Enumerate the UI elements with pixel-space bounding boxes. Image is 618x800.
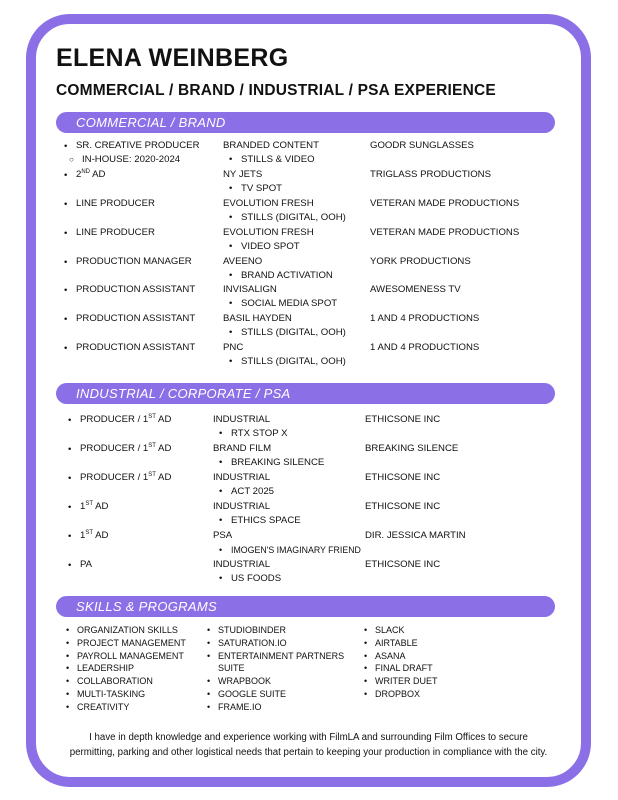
program-item: • DROPBOX [364,688,438,701]
role: • PRODUCTION ASSISTANT [64,313,195,324]
skill-item: • PAYROLL MANAGEMENT [66,650,186,663]
role: • PRODUCTION ASSISTANT [64,284,195,295]
section-banner-commercial: COMMERCIAL / BRAND [56,112,555,133]
project-detail: • IMOGEN'S IMAGINARY FRIEND [213,543,361,557]
program-item: • ASANA [364,650,438,663]
project: PSA [213,530,233,541]
project-detail: • VIDEO SPOT [223,240,314,254]
project: BRANDED CONTENT [223,140,319,151]
skill-item: • ORGANIZATION SKILLS [66,624,186,637]
company: VETERAN MADE PRODUCTIONS [370,198,520,209]
role: • 1ST AD [68,530,108,541]
program-item: • FRAME.IO [207,701,344,714]
program-item: • SLACK [364,624,438,637]
skills-column-2 [207,624,344,714]
project: INDUSTRIAL [213,414,271,425]
company: ETHICSONE INC [365,559,441,570]
role: • LINE PRODUCER [64,227,155,238]
project-detail: • STILLS (DIGITAL, OOH) [223,211,346,225]
role: • PRODUCTION MANAGER [64,256,192,267]
program-item: • GOOGLE SUITE [207,688,344,701]
project-detail: • US FOODS [213,572,281,586]
company: DIR. JESSICA MARTIN [365,530,466,541]
role: • 1ST AD [68,501,108,512]
skill-item: • MULTI-TASKING [66,688,186,701]
company: ETHICSONE INC [365,472,441,483]
role: • PRODUCER / 1ST AD [68,443,171,454]
project-detail: • ACT 2025 [213,485,274,499]
program-item: • WRITER DUET [364,675,438,688]
skill-item: • CREATIVITY [66,701,186,714]
role: • 2ND AD [64,169,105,180]
project-detail: • BRAND ACTIVATION [223,269,333,283]
skill-item: • COLLABORATION [66,675,186,688]
role: • PRODUCER / 1ST AD [68,414,171,425]
company: AWESOMENESS TV [370,284,461,295]
project: BRAND FILM [213,443,272,454]
company: ETHICSONE INC [365,414,441,425]
skill-item: • PROJECT MANAGEMENT [66,637,186,650]
company: GOODR SUNGLASSES [370,140,474,151]
role: • PRODUCER / 1ST AD [68,472,171,483]
project: NY JETS [223,169,263,180]
project: INVISALIGN [223,284,277,295]
project-detail: • STILLS & VIDEO [223,153,319,167]
project: INDUSTRIAL [213,472,271,483]
project: INDUSTRIAL [213,559,271,570]
skills-column-3 [364,624,438,701]
company: BREAKING SILENCE [365,443,459,454]
project: EVOLUTION FRESH [223,227,314,238]
project-detail: • ETHICS SPACE [213,514,301,528]
project: INDUSTRIAL [213,501,271,512]
section-banner-industrial: INDUSTRIAL / CORPORATE / PSA [56,383,555,404]
program-item: • STUDIOBINDER [207,624,344,637]
role-detail: ○ IN-HOUSE: 2020-2024 [64,153,200,167]
page-subtitle: COMMERCIAL / BRAND / INDUSTRIAL / PSA EXPERIENCE [56,82,496,99]
summary-paragraph [56,731,561,760]
summary-line-1: I have in depth knowledge and experience working with FilmLA and surrounding Film Offices to secure [89,732,528,743]
project-detail: • BREAKING SILENCE [213,456,324,470]
role: • LINE PRODUCER [64,198,155,209]
project-detail: • SOCIAL MEDIA SPOT [223,297,337,311]
section-banner-skills: SKILLS & PROGRAMS [56,596,555,617]
company: 1 AND 4 PRODUCTIONS [370,342,480,353]
program-item: • SATURATION.IO [207,637,344,650]
program-item: • FINAL DRAFT [364,662,438,675]
project-detail: • TV SPOT [223,182,282,196]
company: YORK PRODUCTIONS [370,256,471,267]
skills-column-1 [66,624,186,714]
project-detail: • STILLS (DIGITAL, OOH) [223,355,346,369]
program-item-continued: SUITE [218,663,245,674]
company: 1 AND 4 PRODUCTIONS [370,313,480,324]
program-item: • ENTERTAINMENT PARTNERS [207,650,344,663]
company: TRIGLASS PRODUCTIONS [370,169,492,180]
program-item: • AIRTABLE [364,637,438,650]
page-title: ELENA WEINBERG [56,44,289,72]
role: • PA [68,559,92,570]
role: • SR. CREATIVE PRODUCER [64,140,200,151]
project-detail: • STILLS (DIGITAL, OOH) [223,326,346,340]
skill-item: • LEADERSHIP [66,662,186,675]
project: PNC [223,342,244,353]
project-detail: • RTX STOP X [213,427,288,441]
company: ETHICSONE INC [365,501,441,512]
program-item: • WRAPBOOK [207,675,344,688]
project: EVOLUTION FRESH [223,198,314,209]
summary-line-2: permitting, parking and other logistical needs that pertain to keeping your production in compliance with the city. [69,746,548,758]
company: VETERAN MADE PRODUCTIONS [370,227,520,238]
project: AVEENO [223,256,263,267]
project: BASIL HAYDEN [223,313,292,324]
role: • PRODUCTION ASSISTANT [64,342,195,353]
